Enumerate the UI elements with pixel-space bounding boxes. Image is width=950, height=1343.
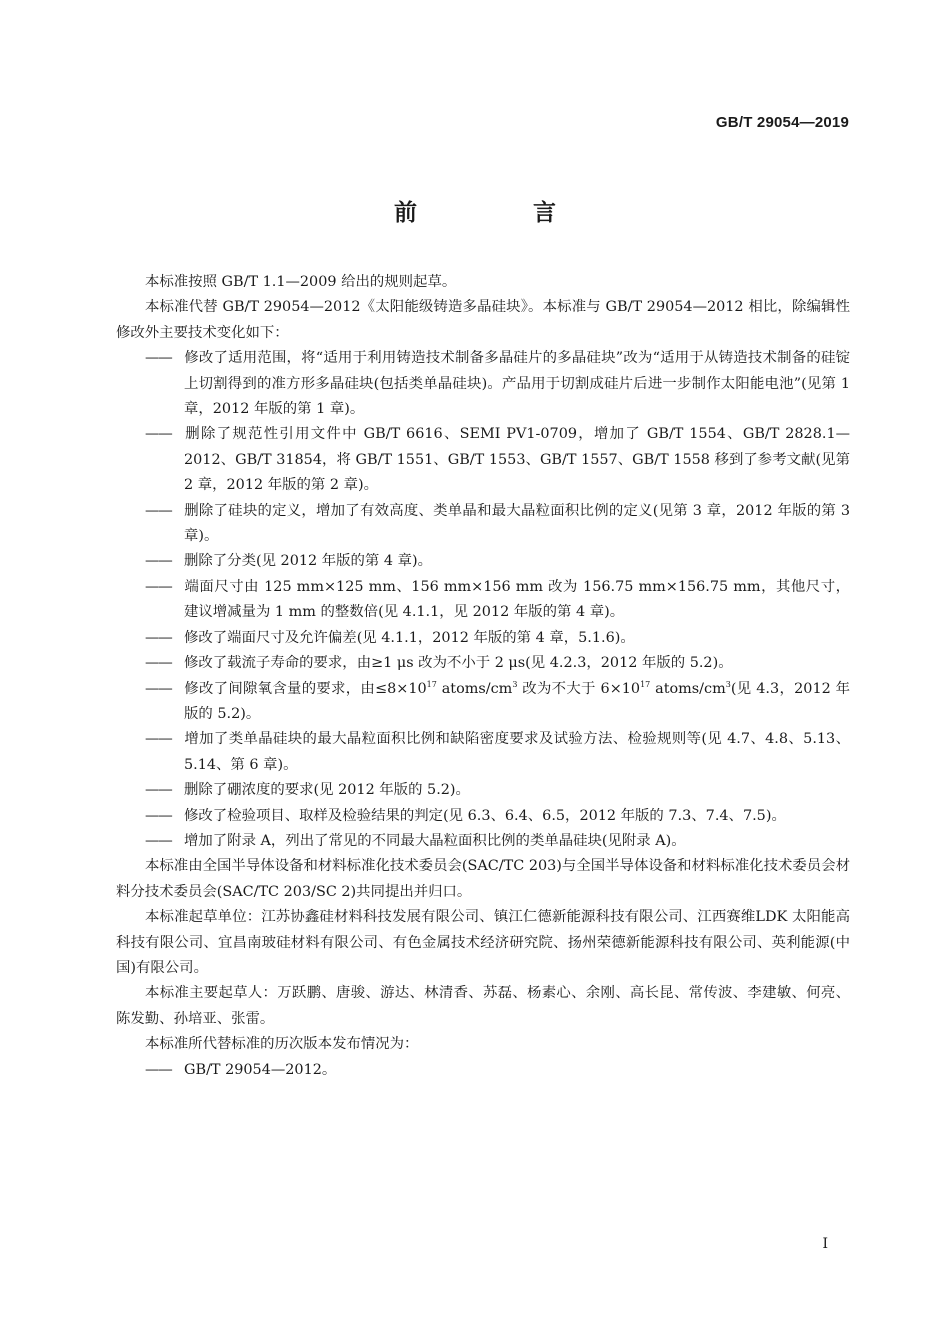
standard-number: GB/T 29054—2019	[715, 114, 849, 131]
dash: ——	[145, 350, 172, 367]
change-item: —— 修改了检验项目、取样及检验结果的判定(见 6.3、6.4、6.5，2012 年版的 7.3、7.4、7.5)。	[116, 804, 850, 829]
dash: ——	[145, 578, 172, 595]
dash: ——	[145, 782, 172, 799]
change-item: —— 删除了硅块的定义，增加了有效高度、类单晶和最大晶粒面积比例的定义(见第 3 章，2012 年版的第 3 章)。	[116, 499, 850, 550]
dash: ——	[145, 553, 172, 570]
paragraph: 本标准所代替标准的历次版本发布情况为：	[145, 1036, 419, 1053]
dash: ——	[145, 807, 172, 824]
paragraph: 本标准起草单位：江苏协鑫硅材料科技发展有限公司、镇江仁德新能源科技有限公司、江西赛维LDK 太阳能高科技有限公司、宜昌南玻硅材料有限公司、有色金属技术经济研究院、扬州荣德新能源科技有限公司、英利能源(中国)有限公司。	[116, 909, 850, 976]
dash: ——	[145, 1061, 172, 1078]
change-item: —— 增加了附录 A，列出了常见的不同最大晶粒面积比例的类单晶硅块(见附录 A)。	[116, 829, 850, 854]
dash: ——	[145, 680, 172, 697]
change-item: —— 删除了规范性引用文件中 GB/T 6616、SEMI PV1-0709，增加了 GB/T 1554、GB/T 2828.1—2012、GB/T 31854，将 GB/T 1551、GB/T 1553、GB/T 1557、GB/T 1558 移到了参考文献(见第 2 章，2012 年版的第 2 章)。	[116, 422, 850, 498]
foreword-body	[116, 270, 850, 1083]
change-item: —— 删除了硼浓度的要求(见 2012 年版的 5.2)。	[116, 778, 850, 803]
page-number: I	[822, 1236, 828, 1252]
change-item: —— 修改了载流子寿命的要求，由≥1 μs 改为不小于 2 μs(见 4.2.3，2012 年版的 5.2)。	[116, 651, 850, 676]
paragraph: 本标准由全国半导体设备和材料标准化技术委员会(SAC/TC 203)与全国半导体设备和材料标准化技术委员会材料分技术委员会(SAC/TC 203/SC 2)共同提出并归口。	[116, 858, 850, 900]
change-item: —— 修改了适用范围，将“适用于利用铸造技术制备多晶硅片的多晶硅块”改为“适用于从铸造技术制备的硅锭上切割得到的准方形多晶硅块(包括类单晶硅块)。产品用于切割成硅片后进一步制作太阳能电池”(见第 1 章，2012 年版的第 1 章)。	[116, 346, 850, 422]
dash: ——	[145, 629, 172, 646]
history-item: —— GB/T 29054—2012。	[116, 1058, 850, 1083]
dash: ——	[145, 832, 172, 849]
dash: ——	[145, 426, 172, 443]
paragraph: 本标准按照 GB/T 1.1—2009 给出的规则起草。	[145, 274, 457, 290]
change-item: —— 删除了分类(见 2012 年版的第 4 章)。	[116, 549, 850, 574]
change-item: —— 修改了端面尺寸及允许偏差(见 4.1.1，2012 年版的第 4 章，5.1.6)。	[116, 626, 850, 651]
dash: ——	[145, 502, 172, 519]
paragraph: 本标准主要起草人：万跃鹏、唐骏、游达、林清香、苏磊、杨素心、余刚、高长昆、常传波、李建敏、何亮、陈发勤、孙培亚、张雷。	[116, 985, 850, 1027]
paragraph: 本标准代替 GB/T 29054—2012《太阳能级铸造多晶硅块》。本标准与 GB/T 29054—2012 相比，除编辑性修改外主要技术变化如下：	[116, 299, 850, 341]
dash: ——	[145, 731, 172, 748]
change-item: —— 端面尺寸由 125 mm×125 mm、156 mm×156 mm 改为 156.75 mm×156.75 mm，其他尺寸，建议增减量为 1 mm 的整数倍(见 4.1.1，见 2012 年版的第 4 章)。	[116, 575, 850, 626]
change-item-oxygen: —— 修改了间隙氧含量的要求，由$\le 8\times 10^{17}$ atoms/$cm^3$ 改为不大于 $6\times 10^{17}$ atoms/$cm^3$(见 4.3，2012 年版的 5.2)。	[116, 677, 850, 728]
page-title: 前 言	[393, 199, 610, 226]
change-item: —— 增加了类单晶硅块的最大晶粒面积比例和缺陷密度要求及试验方法、检验规则等(见 4.7、4.8、5.13、5.14、第 6 章)。	[116, 727, 850, 778]
dash: ——	[145, 655, 172, 672]
